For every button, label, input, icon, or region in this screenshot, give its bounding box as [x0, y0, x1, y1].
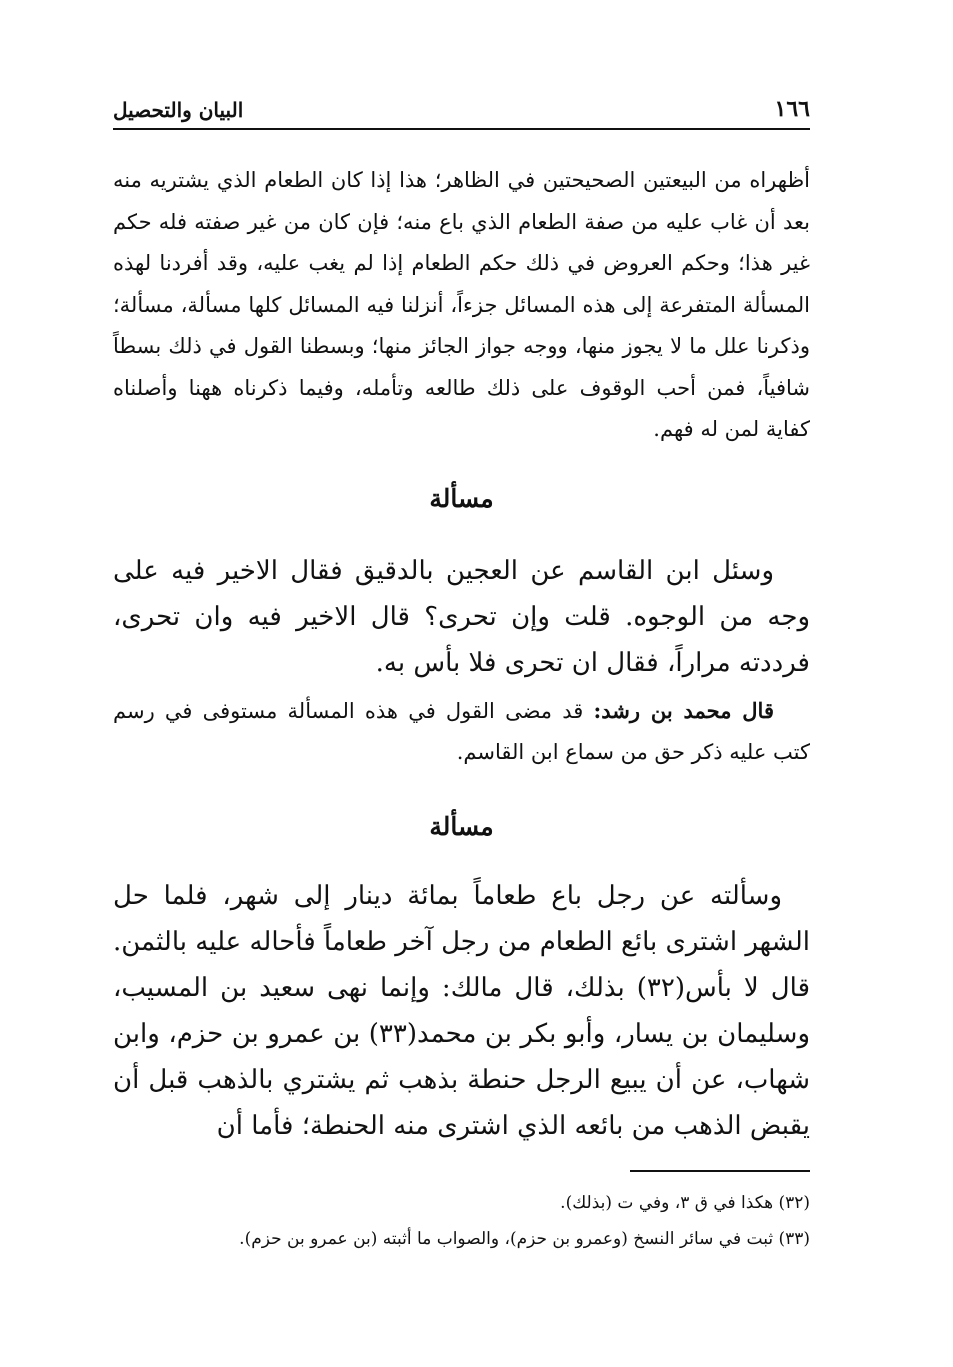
paragraph-4: وسألته عن رجل باع طعاماً بمائة دينار إلى شهر، فلما حل الشهر اشترى بائع الطعام من رجل آخر طعاماً فأحاله عليه بالثمن. قال لا بأس(٣٢) بذلك، قال مالك: وإنما نهى سعيد بن المسيب، وسليمان بن يسار، وأبو بكر بن محمد(٣٣) بن عمرو بن حزم، وابن شهاب، عن أن يبيع الرجل حنطة بذهب ثم يشتري بالذهب قبل أن يقبض الذهب من بائعه الذي اشترى منه الحنطة؛ فأما أن: [113, 881, 811, 1141]
paragraph-3: [113, 690, 810, 773]
paragraph-3-lead: قال محمد بن رشد:: [593, 698, 774, 723]
page-number: ١٦٦: [774, 96, 810, 122]
footnotes: [113, 1185, 810, 1257]
paragraph-1: أظهراه من البيعتين الصحيحتين في الظاهر؛ هذا إذا كان الطعام الذي يشتريه منه بعد أن غاب عليه من صفة الطعام الذي باع منه؛ فإن كان من غير صفته فله حكم غير هذا؛ وحكم العروض في ذلك حكم الطعام إذا لم يغب عليه، وقد أفردنا لهذه المسألة المتفرعة إلى هذه المسائل جزءاً، أنزلنا فيه المسائل كلها مسألة، مسألة؛ وذكرنا علل ما لا يجوز منها، ووجه جواز الجائز منها؛ وبسطنا القول في ذلك بسطاً شافياً، فمن أحب الوقوف على ذلك طالعه وتأمله، وفيما ذكرناه ههنا وأصلناه كفاية لمن له فهم.: [113, 168, 810, 441]
footnote-32: (٣٢) هكذا في ق ٣، وفي ت (بذلك).: [560, 1193, 810, 1213]
section-heading-1: مسألة: [429, 484, 494, 513]
page-header: [113, 92, 810, 130]
running-title: البيان والتحصيل: [113, 98, 244, 122]
paragraph-2: وسئل ابن القاسم عن العجين بالدقيق فقال الاخير فيه على وجه من الوجوه. قلت وإن تحرى؟ قال الاخير فيه وان تحرى، فرددته مراراً، فقال ان تحرى فلا بأس به.: [113, 556, 810, 678]
section-heading-2: مسألة: [429, 812, 494, 841]
footnote-divider: [630, 1170, 810, 1172]
footnote-33: (٣٣) ثبت في سائر النسخ (وعمرو بن حزم)، والصواب ما أثبته (بن عمرو بن حزم).: [239, 1229, 810, 1249]
paragraph-3-text: قد مضى القول في هذه المسألة مستوفى في رسم كتب عليه ذكر حق من سماع ابن القاسم.: [113, 699, 810, 764]
